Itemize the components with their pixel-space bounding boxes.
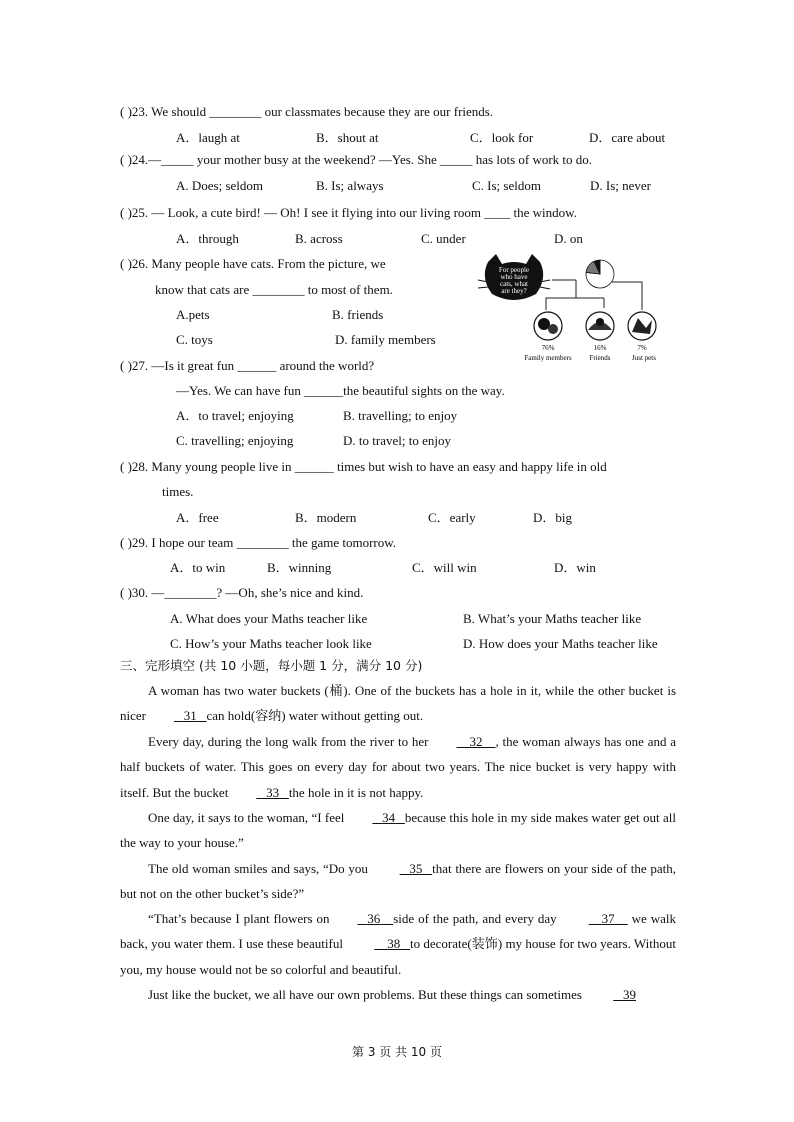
q23-option-c: C．look for [470, 130, 534, 145]
q29-option-b: B．winning [267, 560, 332, 575]
pie-category-pets: Just pets [632, 354, 656, 362]
q27-option-c: C. travelling; enjoying [176, 433, 294, 448]
q27-option-a: A．to travel; enjoying [176, 408, 294, 423]
q24-stem: ( )24.—_____ your mother busy at the weekend? —Yes. She _____ has lots of work to do. [120, 152, 593, 167]
q25-option-b: B. across [295, 231, 343, 246]
q26-option-b: B. friends [332, 307, 384, 322]
q23-option-b: B．shout at [316, 130, 379, 145]
cloze-text: , the woman always has one and a half buckets of water. This goes on every day for about two years. The nice bucket is very happy with itself. But the bucket [120, 734, 677, 800]
q25-option-c: C. under [421, 231, 466, 246]
pie-category-friends: Friends [589, 354, 611, 362]
cloze-text: to decorate(装饰) my house for two years. Without you, my house would not be so colorful and beautiful. [120, 936, 676, 977]
cloze-blank-31: 31 [183, 708, 197, 724]
bubble-line-4: are they? [501, 287, 527, 295]
q26-option-d: D. family members [335, 332, 436, 347]
cloze-text: the hole in it is not happy. [288, 784, 424, 800]
page-number-footer: 第 3 页 共 10 页 [352, 1045, 442, 1059]
cat-survey-figure [478, 252, 674, 366]
cloze-text: that there are flowers on your side of the path, but not on the other bucket’s side?” [120, 861, 676, 902]
cloze-paragraph-2 [120, 729, 676, 805]
cat-survey-svg [478, 252, 674, 366]
cloze-paragraph-6 [120, 982, 676, 1007]
q27-option-d: D. to travel; to enjoy [343, 433, 451, 448]
pie-label-friends-pct: 16% [593, 344, 607, 352]
cloze-text: because this hole in my side makes water get out all the way to your house.” [120, 810, 676, 851]
q24-option-d: D. Is; never [590, 178, 652, 193]
section-3-heading: 三、完形填空 (共 10 小题，每小题 1 分，满分 10 分) [120, 658, 423, 673]
q30-option-a: A. What does your Maths teacher like [170, 611, 368, 626]
q26-option-c: C. toys [176, 332, 213, 347]
just-pets-photo-icon [628, 312, 656, 340]
cloze-text: we walk back, you water them. I use these beautiful [120, 911, 676, 952]
q30-stem: ( )30. —________? —Oh, she’s nice and kind. [120, 585, 364, 600]
q25-option-d: D. on [554, 231, 583, 246]
cloze-paragraph-1 [120, 678, 676, 729]
q27-stem-cont: —Yes. We can have fun ______the beautiful sights on the way. [176, 383, 505, 398]
q24-option-c: C. Is; seldom [472, 178, 541, 193]
q29-option-c: C．will win [412, 560, 477, 575]
q29-option-a: A．to win [170, 560, 226, 575]
cloze-blank-33: 33 [266, 784, 280, 800]
cloze-text: Just like the bucket, we all have our own problems. But these things can sometimes [148, 987, 586, 1002]
friends-photo-icon [586, 312, 614, 340]
cloze-blank-34: 34 [382, 810, 396, 825]
cloze-paragraph-5 [120, 906, 676, 982]
q23-option-a: A．laugh at [176, 130, 240, 145]
q26-option-a: A.pets [176, 307, 210, 322]
q24-option-a: A. Does; seldom [176, 178, 264, 193]
q26-stem-cont: know that cats are ________ to most of them. [155, 282, 393, 297]
q24-option-b: B. Is; always [316, 178, 384, 193]
pie-label-pets-pct: 7% [637, 344, 647, 352]
cloze-blank-35: 35 [409, 861, 423, 876]
cloze-paragraph-4 [120, 856, 676, 907]
cloze-text: The old woman smiles and says, “Do you [148, 861, 372, 876]
q23-option-d: D．care about [589, 130, 666, 145]
q25-stem: ( )25. — Look, a cute bird! — Oh! I see it flying into our living room ____ the window. [120, 205, 577, 220]
cloze-text: “That’s because I plant flowers on [148, 911, 330, 926]
q30-option-c: C. How’s your Maths teacher look like [170, 636, 372, 651]
q29-stem: ( )29. I hope our team ________ the game tomorrow. [120, 535, 397, 550]
cloze-text: A woman has two water buckets (桶). One of the buckets has a hole in it, while the other bucket is nicer [120, 683, 676, 724]
cloze-blank-37: 37 [601, 911, 615, 926]
q28-option-d: D．big [533, 510, 573, 525]
cloze-text: side of the path, and every day [393, 911, 561, 926]
cloze-blank-36: 36 [367, 911, 381, 926]
bubble-line-2: who have [500, 273, 528, 281]
cloze-blank-32: 32 [469, 734, 483, 749]
q27-stem: ( )27. —Is it great fun ______ around the world? [120, 358, 375, 373]
q28-option-b: B．modern [295, 510, 357, 525]
cloze-text: Every day, during the long walk from the river to her [148, 734, 429, 749]
q28-option-c: C．early [428, 510, 476, 525]
family-members-photo-icon [534, 312, 562, 340]
pie-category-family: Family members [524, 354, 572, 362]
q28-stem-cont: times. [162, 484, 194, 499]
q30-option-d: D. How does your Maths teacher like [463, 636, 658, 651]
bubble-line-1: For people [498, 266, 530, 274]
pie-chart [586, 260, 614, 288]
cloze-paragraph-3 [120, 805, 676, 856]
cloze-blank-39: 39 [622, 987, 636, 1002]
cloze-text: can hold(容纳) water without getting out. [206, 708, 424, 724]
pie-label-family-pct: 76% [541, 344, 555, 352]
q28-stem: ( )28. Many young people live in ______ times but wish to have an easy and happy life in old [120, 459, 607, 474]
q25-option-a: A．through [176, 231, 239, 246]
q29-option-d: D．win [554, 560, 596, 575]
q26-stem: ( )26. Many people have cats. From the picture, we [120, 256, 386, 271]
q23-stem: ( )23. We should ________ our classmates because they are our friends. [120, 104, 494, 119]
q27-option-b: B. travelling; to enjoy [343, 408, 458, 423]
q30-option-b: B. What’s your Maths teacher like [463, 611, 642, 626]
bubble-line-3: cats, what [500, 280, 528, 288]
q28-option-a: A．free [176, 510, 219, 525]
cloze-text: One day, it says to the woman, “I feel [148, 810, 345, 825]
cloze-blank-38: 38 [387, 936, 401, 952]
